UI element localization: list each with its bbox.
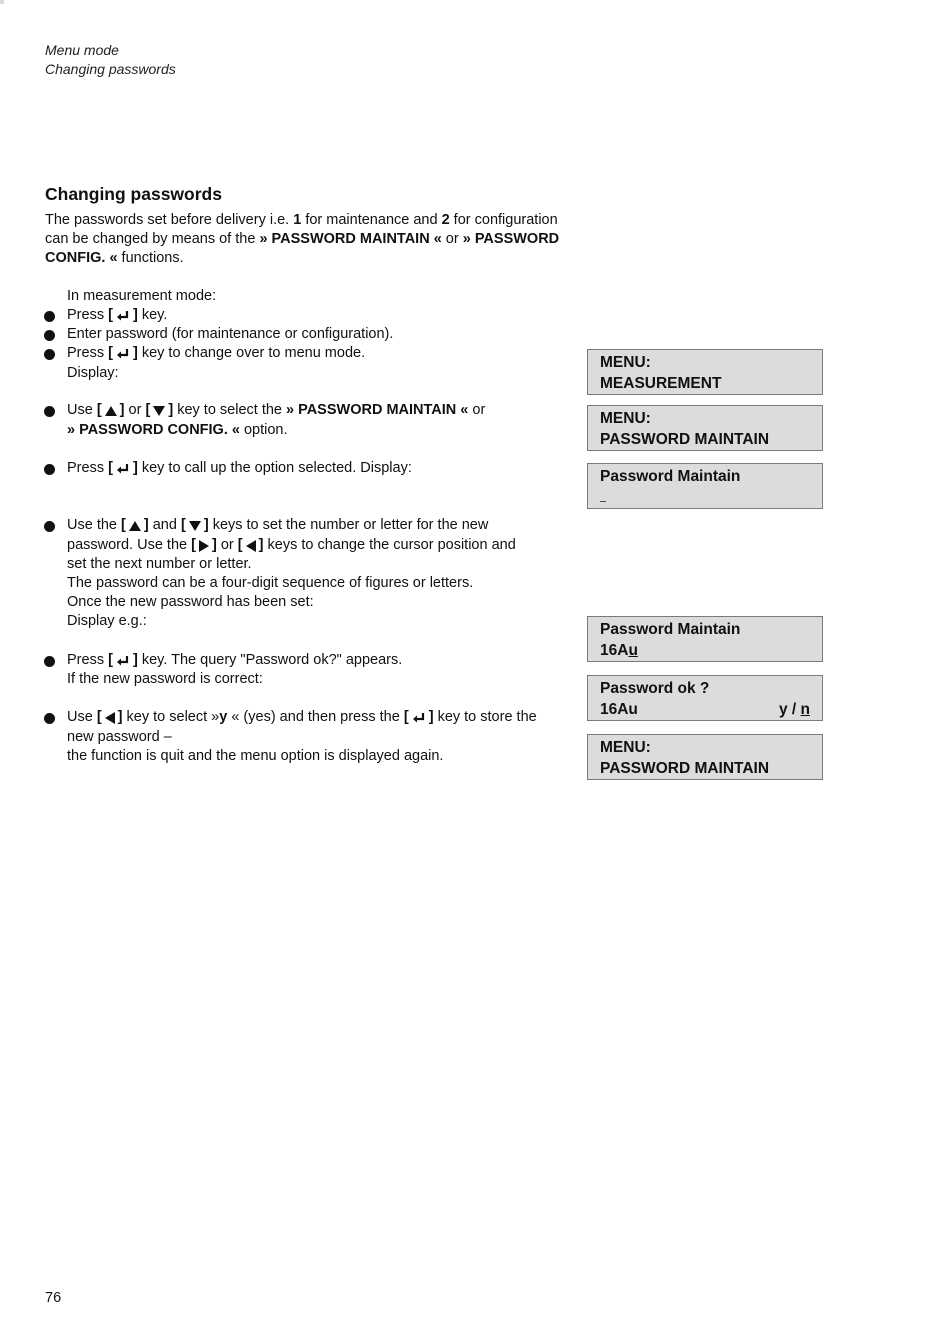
display-line-1: Password ok ? — [600, 680, 710, 697]
bullet — [44, 521, 55, 532]
display-line-2: 16Au y / n — [600, 701, 810, 718]
page-number: 76 — [45, 1290, 62, 1306]
page-corner-mark — [0, 0, 4, 4]
measurement-mode-note: In measurement mode: — [67, 288, 217, 304]
step-cursor-position: password. Use the [ ] or [ ] keys to change the cursor position and — [67, 536, 516, 555]
arrow-left-icon — [246, 540, 256, 552]
step-select-option-cont: » PASSWORD CONFIG. « option. — [67, 422, 288, 438]
display-line-1: MENU: — [600, 410, 651, 427]
display-line-2: PASSWORD MAINTAIN — [600, 760, 770, 777]
section-heading: Changing passwords — [45, 184, 222, 204]
step-set-characters: Use the [ ] and [ ] keys to set the number or letter for the new — [67, 516, 488, 535]
display-menu-password-maintain-final — [587, 734, 823, 780]
password-config-function: » PASSWORD CONFIG. « — [45, 231, 560, 267]
header-section: Menu mode — [45, 42, 119, 58]
arrow-right-icon — [199, 540, 209, 552]
display-line-2: MEASUREMENT — [600, 375, 722, 392]
arrow-down-icon — [153, 406, 165, 416]
arrow-up-icon — [105, 406, 117, 416]
display-line-1: Password Maintain — [600, 621, 741, 638]
display-label: Display: — [67, 365, 119, 381]
bullet — [44, 330, 55, 341]
intro-text: The passwords set before delivery i.e. — [45, 212, 294, 228]
display-password-entry — [587, 463, 823, 509]
display-menu-password-maintain — [587, 405, 823, 451]
left-key: [ ] — [237, 537, 264, 553]
enter-icon — [116, 655, 130, 667]
running-header — [45, 41, 176, 79]
step-select-option: Use [ ] or [ ] key to select the » PASSWORD MAINTAIN « or — [67, 401, 485, 420]
bullet — [44, 311, 55, 322]
left-key: [ ] — [96, 709, 123, 725]
yes-no-choice: y / n — [778, 701, 810, 718]
enter-key: [ ] — [108, 652, 138, 668]
enter-key: [ ] — [108, 460, 138, 476]
enter-key: [ ] — [108, 307, 138, 323]
arrow-left-icon — [105, 712, 115, 724]
intro-paragraph — [45, 211, 585, 269]
enter-key: [ ] — [108, 345, 138, 361]
display-menu-measurement — [587, 349, 823, 395]
arrow-down-icon — [189, 521, 201, 531]
step-call-up-option: Press [ ] key to call up the option selected. Display: — [67, 459, 412, 478]
step-quit-note: the function is quit and the menu option is displayed again. — [67, 748, 444, 764]
display-line-2: PASSWORD MAINTAIN — [600, 431, 770, 448]
down-key: [ ] — [180, 517, 209, 533]
arrow-up-icon — [129, 521, 141, 531]
config-default-password: 2 — [441, 212, 450, 228]
intro-text: for maintenance and — [301, 212, 442, 228]
display-new-password — [587, 616, 823, 662]
bullet — [44, 713, 55, 724]
display-example-label: Display e.g.: — [67, 613, 147, 629]
down-key: [ ] — [145, 402, 174, 418]
password-length-note: The password can be a four-digit sequence of figures or letters. — [67, 575, 474, 591]
bullet — [44, 656, 55, 667]
display-password-ok-query — [587, 675, 823, 721]
password-maintain-function: » PASSWORD MAINTAIN « — [259, 231, 442, 248]
intro-text: for configuration can be changed by means of the — [45, 212, 558, 248]
display-line-2: 16Au — [600, 642, 638, 659]
cursor-character: u — [628, 642, 638, 659]
enter-icon — [412, 712, 426, 724]
up-key: [ ] — [96, 402, 125, 418]
step-enter-password: Enter password (for maintenance or configuration). — [67, 326, 394, 342]
enter-icon — [116, 310, 130, 322]
correct-password-note: If the new password is correct: — [67, 671, 263, 687]
display-line-1: MENU: — [600, 739, 651, 756]
enter-icon — [116, 348, 130, 360]
enter-key: [ ] — [403, 709, 434, 725]
up-key: [ ] — [121, 517, 149, 533]
display-line-1: Password Maintain — [600, 468, 741, 485]
yes-option: y — [778, 701, 788, 718]
password-set-note: Once the new password has been set: — [67, 594, 314, 610]
no-option: n — [800, 701, 810, 718]
display-line-2 — [600, 487, 810, 508]
maintenance-default-password: 1 — [293, 212, 302, 228]
step-press-enter: Press [ ] key. — [67, 306, 167, 325]
intro-text: functions. — [117, 250, 184, 267]
header-topic: Changing passwords — [45, 61, 176, 77]
bullet — [44, 406, 55, 417]
step-store-cont: new password – — [67, 729, 172, 745]
bullet — [44, 464, 55, 475]
bullet — [44, 349, 55, 360]
step-menu-mode: Press [ ] key to change over to menu mode. — [67, 344, 365, 363]
step-store-password: Use [ ] key to select »y « (yes) and then press the [ ] key to store the — [67, 708, 537, 727]
enter-icon — [116, 463, 130, 475]
step-confirm-query: Press [ ] key. The query "Password ok?" appears. — [67, 651, 402, 670]
step-set-next: set the next number or letter. — [67, 556, 252, 572]
display-line-1: MENU: — [600, 354, 651, 371]
cursor-mark — [600, 501, 606, 502]
right-key: [ ] — [191, 537, 217, 553]
intro-text: or — [441, 231, 463, 248]
